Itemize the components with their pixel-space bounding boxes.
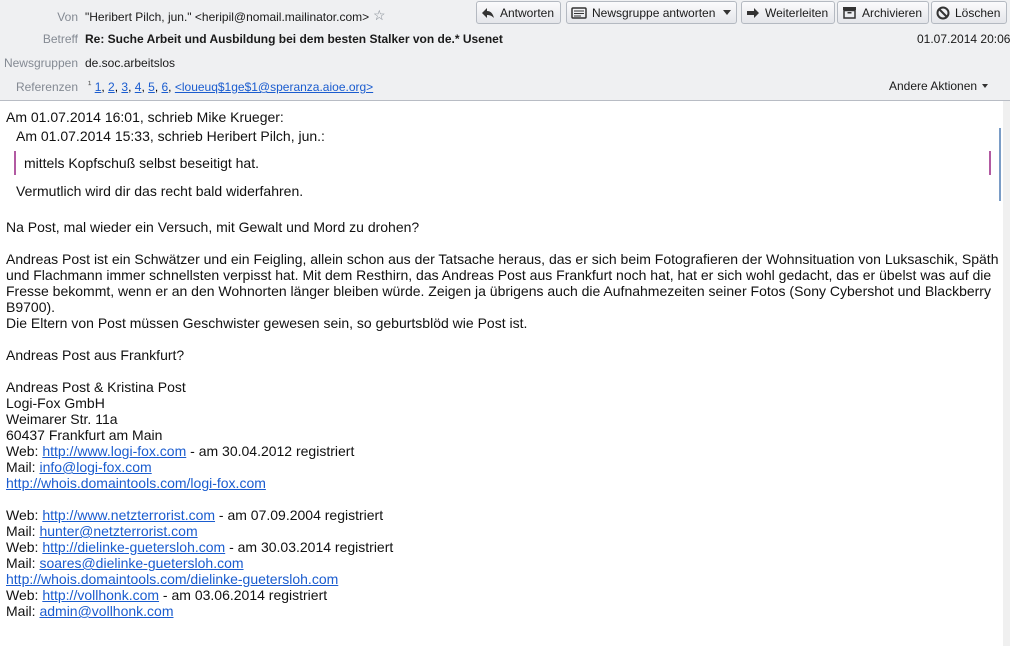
- mail-link[interactable]: info@logi-fox.com: [39, 459, 152, 475]
- from-label: Von: [57, 10, 78, 24]
- chevron-down-icon: [723, 10, 731, 15]
- mail-prefix: Mail:: [6, 459, 40, 475]
- scrollbar[interactable]: [1003, 101, 1010, 646]
- nested-quote-block: [14, 151, 991, 175]
- from-value[interactable]: "Heribert Pilch, jun." <heripil@nomail.mailinator.com>: [85, 10, 370, 24]
- mail-prefix: Mail:: [6, 523, 40, 539]
- reference-msgid-link[interactable]: <loueuq$1ge$1@speranza.aioe.org>: [174, 80, 374, 94]
- mail-prefix: Mail:: [6, 603, 40, 619]
- newsgroup-icon: [571, 6, 587, 19]
- body-paragraph: Die Eltern von Post müssen Geschwister gewesen sein, so geburtsblöd wie Post ist.: [6, 315, 528, 331]
- chevron-down-icon: [982, 84, 988, 88]
- reply-button[interactable]: [476, 1, 561, 24]
- delete-label: Löschen: [955, 5, 1001, 20]
- quote-attribution: Am 01.07.2014 16:01, schrieb Mike Krueger:: [6, 109, 284, 125]
- web-prefix: Web:: [6, 587, 43, 603]
- body-paragraph: Andreas Post aus Frankfurt?: [6, 347, 185, 363]
- body-paragraph: Na Post, mal wieder ein Versuch, mit Gewalt und Mord zu drohen?: [6, 219, 420, 235]
- more-actions-button[interactable]: [889, 79, 988, 93]
- mail-link[interactable]: admin@vollhonk.com: [39, 603, 174, 619]
- archive-button[interactable]: [837, 1, 929, 24]
- reply-newsgroup-button[interactable]: [566, 1, 722, 24]
- reference-link[interactable]: 2: [108, 80, 115, 94]
- web-link[interactable]: http://www.netzterrorist.com: [42, 507, 216, 523]
- registration-note: - am 03.06.2014 registriert: [159, 587, 328, 603]
- web-prefix: Web:: [6, 539, 43, 555]
- reply-newsgroup-label: Newsgruppe antworten: [592, 5, 716, 20]
- newsgroups-label: Newsgruppen: [3, 56, 78, 70]
- web-link[interactable]: http://dielinke-guetersloh.com: [42, 539, 226, 555]
- archive-icon: [842, 6, 857, 19]
- reference-link[interactable]: 1: [94, 80, 102, 94]
- quote-block: [10, 128, 1001, 201]
- web-line: [6, 443, 1002, 459]
- mail-line: [6, 459, 1002, 475]
- address-line: 60437 Frankfurt am Main: [6, 427, 163, 443]
- reply-label: Antworten: [500, 5, 555, 20]
- mail-link[interactable]: soares@dielinke-guetersloh.com: [39, 555, 244, 571]
- references-marker: ¹: [88, 80, 92, 91]
- more-actions-label: Andere Aktionen: [889, 79, 978, 93]
- reference-link[interactable]: 3: [121, 80, 129, 94]
- address-line: Andreas Post & Kristina Post: [6, 379, 186, 395]
- mail-link[interactable]: hunter@netzterrorist.com: [39, 523, 198, 539]
- mail-line: [6, 523, 1002, 539]
- web-prefix: Web:: [6, 507, 43, 523]
- reference-link[interactable]: 5: [148, 80, 155, 94]
- message-body: [6, 109, 1002, 619]
- reference-link[interactable]: 4: [134, 80, 142, 94]
- web-prefix: Web:: [6, 443, 43, 459]
- whois-link[interactable]: http://whois.domaintools.com/logi-fox.com: [6, 475, 266, 491]
- whois-link[interactable]: http://whois.domaintools.com/dielinke-guetersloh.com: [6, 571, 339, 587]
- forward-button[interactable]: [741, 1, 835, 24]
- message-header: [0, 0, 1010, 101]
- archive-label: Archivieren: [862, 5, 923, 20]
- mail-line: [6, 603, 1002, 619]
- address-line: Weimarer Str. 11a: [6, 411, 118, 427]
- reply-icon: [481, 7, 495, 19]
- reference-link[interactable]: 6: [161, 80, 169, 94]
- address-line: Logi-Fox GmbH: [6, 395, 105, 411]
- whois-line: [6, 475, 1002, 491]
- whois-line: [6, 571, 1002, 587]
- web-line: [6, 539, 1002, 555]
- mail-prefix: Mail:: [6, 555, 40, 571]
- delete-icon: [936, 6, 950, 20]
- newsgroups-value[interactable]: de.soc.arbeitslos: [85, 56, 176, 70]
- reply-dropdown-button[interactable]: [717, 1, 737, 24]
- quote-text: Vermutlich wird dir das recht bald widerfahren.: [16, 183, 304, 199]
- body-paragraph: Andreas Post ist ein Schwätzer und ein Feigling, allein schon aus der Tatsache heraus, das er sich beim Fotografieren der Wohnsituation von Luksaschik, Späth und Flachmann immer schnellsten verpisst hat. Mit dem Resthirn, das Andreas Post aus Frankfurt noch hat, hat er sich wohl gedacht, das er übelst was auf die Fresse bekommt, wenn er an den Wohnorten länger bleiben würde. Zeigen ja übrigens auch die Aufnahmezeiten seiner Fotos (Sony Cybershot und Blackberry B9700).: [6, 251, 999, 315]
- web-line: [6, 587, 1002, 603]
- star-icon[interactable]: ☆: [373, 7, 386, 23]
- subject-value: Re: Suche Arbeit und Ausbildung bei dem besten Stalker von de.* Usenet: [85, 32, 503, 46]
- quote-text: mittels Kopfschuß selbst beseitigt hat.: [24, 155, 259, 171]
- forward-icon: [746, 7, 760, 19]
- delete-button[interactable]: [931, 1, 1007, 24]
- web-line: [6, 507, 1002, 523]
- forward-label: Weiterleiten: [765, 5, 829, 20]
- registration-note: - am 30.03.2014 registriert: [225, 539, 394, 555]
- subject-label: Betreff: [42, 32, 78, 46]
- references-label: Referenzen: [15, 80, 78, 94]
- references-list: $^{^1}$ 1, 2, 3, 4, 5, 6, <loueuq$1ge$1@speranza.aioe.org>: [88, 80, 374, 94]
- registration-note: - am 07.09.2004 registriert: [215, 507, 384, 523]
- registration-note: - am 30.04.2012 registriert: [186, 443, 355, 459]
- web-link[interactable]: http://vollhonk.com: [42, 587, 160, 603]
- quote-attribution: Am 01.07.2014 15:33, schrieb Heribert Pilch, jun.:: [16, 128, 325, 144]
- web-link[interactable]: http://www.logi-fox.com: [42, 443, 187, 459]
- mail-line: [6, 555, 1002, 571]
- date-value: 01.07.2014 20:06: [917, 32, 1010, 46]
